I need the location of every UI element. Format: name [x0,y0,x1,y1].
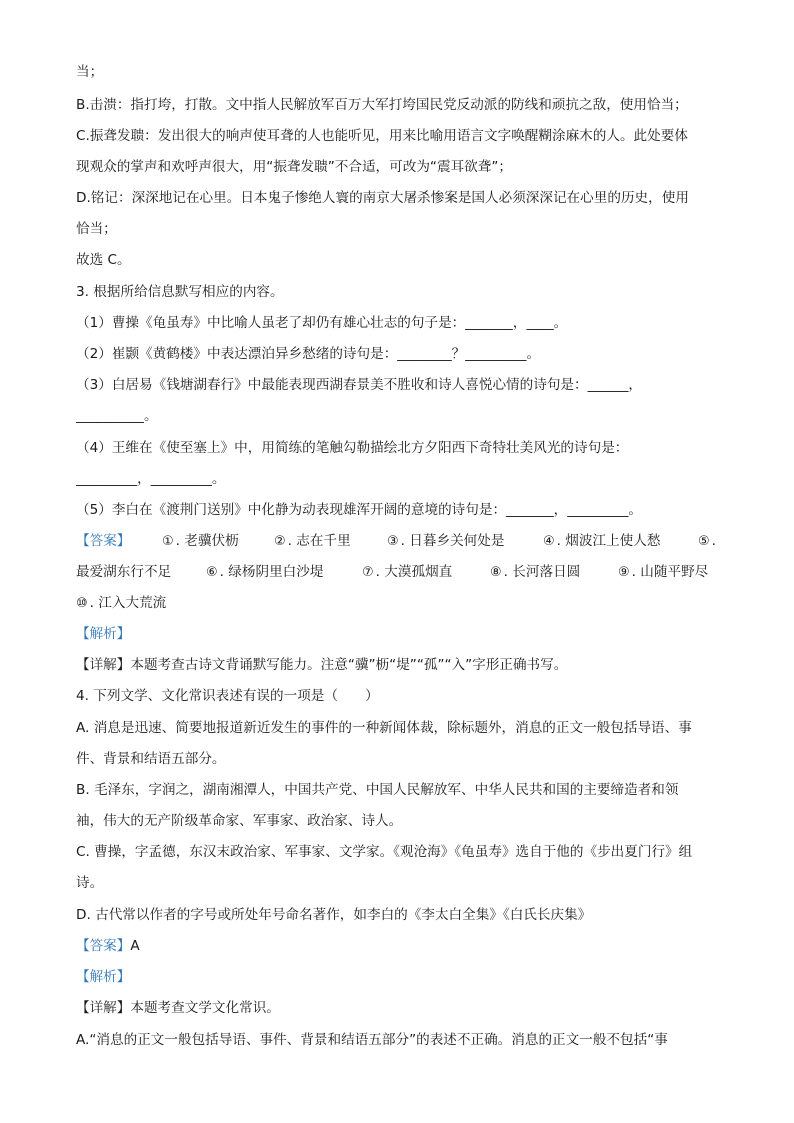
question-3-item-3: （3）白居易《钱塘湖春行》中最能表现西湖春景美不胜收和诗人喜悦心情的诗句是：______， [76,377,642,393]
answer-item: ② . 志在千里 [274,533,351,549]
text-line: 诗。 [76,875,104,891]
answer-item: 最爱湖东行不足 [76,564,172,580]
text-line: 故选 C。 [76,252,131,268]
analysis-tag: 【解析】 [76,626,131,642]
answer-item: ⑩ . 江入大荒流 [76,595,167,611]
option-c: C. 曹操，字孟德，东汉末政治家、军事家、文学家。《观沧海》《龟虽寿》选自于他的《步出夏门行》组 [76,844,693,860]
text-line: __________。 [76,408,158,424]
text-line: _________，_________。 [76,471,226,487]
answer-item: ④ . 烟波江上使人愁 [543,533,661,549]
answer-value: A [130,938,140,954]
question-3-item-1: （1）曹操《龟虽寿》中比喻人虽老了却仍有雄心壮志的句子是：_______，____。 [76,315,568,331]
detail-line: 【详解】本题考查文学文化常识。 [76,1000,280,1016]
question-3-item-2: （2）崔颢《黄鹤楼》中表达漂泊异乡愁绪的诗句是：________？_________。 [76,346,541,362]
question-3-item-4: （4）王维在《使至塞上》中，用简练的笔触勾勒描绘北方夕阳西下奇特壮美风光的诗句是： [76,440,629,456]
text-line: 件、背景和结语五部分。 [76,751,226,767]
answer-line [76,936,140,956]
option-d: D. 古代常以作者的字号或所处年号命名著作，如李白的《李太白全集》《白氏长庆集》 [76,907,592,923]
answer-row [76,593,718,613]
option-a: A. 消息是迅速、简要地报道新近发生的事件的一种新闻体裁，除标题外，消息的正文一般包括导语、事 [76,720,692,736]
text-line: D.铭记：深深地记在心里。日本鬼子惨绝人寰的南京大屠杀惨案是国人必须深深记在心里的历史，使用 [76,190,689,206]
analysis-tag: 【解析】 [76,969,131,985]
answer-tag: 【答案】 [76,533,131,549]
question-4-title: 4. 下列文学、文化常识表述有误的一项是（ ） [76,688,379,704]
question-3-title: 3. 根据所给信息默写相应的内容。 [76,284,284,300]
text-line: A.“消息的正文一般包括导语、事件、背景和结语五部分”的表述不正确。消息的正文一般不包括“事 [76,1032,668,1048]
answer-item: ⑨ . 山随平野尽 [618,564,709,580]
text-line: 恰当； [76,221,117,237]
text-line: 袖，伟大的无产阶级革命家、军事家、政治家、诗人。 [76,813,403,829]
text-line: 当； [76,64,104,80]
answer-item: ⑤ . [698,533,716,549]
answer-tag: 【答案】 [76,938,131,954]
answer-row [76,531,718,551]
question-3-item-5: （5）李白在《渡荆门送别》中化静为动表现雄浑开阔的意境的诗句是：_______，_________。 [76,502,642,518]
text-line: C.振聋发聩：发出很大的响声使耳聋的人也能听见，用来比喻用语言文字唤醒糊涂麻木的人。此处要体 [76,128,688,144]
answer-item: ⑦ . 大漠孤烟直 [362,564,453,580]
text-line: B.击溃：指打垮，打散。文中指人民解放军百万大军打垮国民党反动派的防线和顽抗之敌，使用恰当； [76,97,688,113]
answer-row [76,562,718,582]
answer-item: ⑧ . 长河落日圆 [490,564,581,580]
text-line: 现观众的掌声和欢呼声很大，用“振聋发聩”不合适，可改为“震耳欲聋”； [76,159,512,175]
answer-item: ⑥ . 绿杨阴里白沙堤 [206,564,324,580]
option-b: B. 毛泽东，字润之，湖南湘潭人，中国共产党、中国人民解放军、中华人民共和国的主要缔造者和领 [76,782,679,798]
detail-line: 【详解】本题考查古诗文背诵默写能力。注意“骥”枥“堤”“孤”“入”字形正确书写。 [76,657,568,673]
answer-item: ① . 老骥伏枥 [162,533,239,549]
answer-item: ③ . 日暮乡关何处是 [387,533,505,549]
